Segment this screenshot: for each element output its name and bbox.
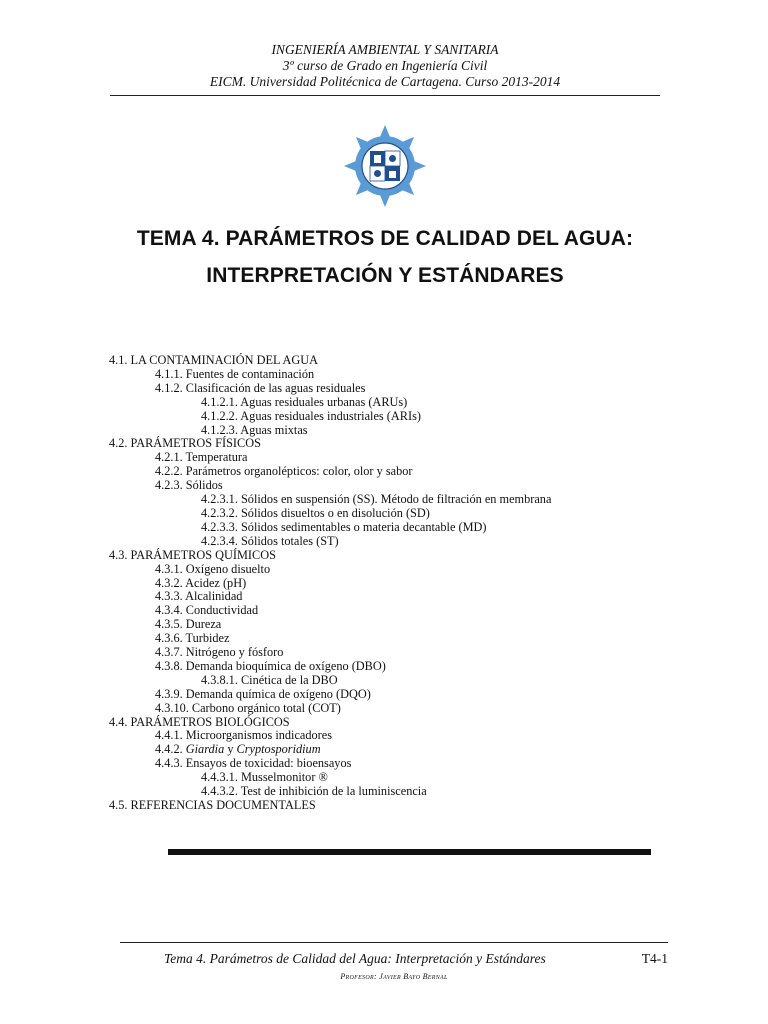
toc-item: 4.3.2. Acidez (pH)	[155, 575, 247, 590]
toc-item-part: 4.4.2.	[155, 742, 186, 757]
university-logo-icon	[343, 124, 427, 208]
footer-rule	[120, 942, 668, 943]
toc-item: 4.3.1. Oxígeno disuelto	[155, 561, 271, 576]
title-line-2: INTERPRETACIÓN Y ESTÁNDARES	[206, 264, 564, 287]
toc-item: 4.2.3.4. Sólidos totales (ST)	[201, 533, 339, 548]
toc-item: 4.4.3.1. Musselmonitor ®	[201, 770, 328, 785]
toc-item: 4.2.3.1. Sólidos en suspensión (SS). Método de filtración en membrana	[201, 492, 552, 507]
toc-item: 4.3.6. Turbidez	[155, 631, 230, 646]
toc-item-part: y	[224, 742, 237, 757]
toc-item: 4.2.3. Sólidos	[155, 478, 223, 493]
header-line-1: INGENIERÍA AMBIENTAL Y SANITARIA	[271, 42, 499, 57]
toc-item: 4.3.5. Dureza	[155, 617, 222, 632]
header-rule	[110, 95, 660, 96]
toc-item: 4.5. REFERENCIAS DOCUMENTALES	[109, 798, 316, 812]
table-of-contents	[109, 354, 669, 813]
footer-title: Tema 4. Parámetros de Calidad del Agua: Interpretación y Estándares	[164, 951, 546, 966]
toc-item: 4.1.2.3. Aguas mixtas	[201, 422, 308, 437]
document-title	[100, 220, 670, 294]
header-line-2: 3º curso de Grado en Ingeniería Civil	[282, 58, 488, 73]
toc-item: 4.4.1. Microorganismos indicadores	[155, 728, 333, 743]
toc-item: 4.4.3. Ensayos de toxicidad: bioensayos	[155, 756, 352, 771]
toc-item	[109, 743, 669, 757]
toc-item: 4.3.8. Demanda bioquímica de oxígeno (DBO)	[155, 658, 386, 673]
toc-item: 4.2. PARÁMETROS FÍSICOS	[109, 436, 261, 451]
toc-item: 4.2.2. Parámetros organolépticos: color, olor y sabor	[155, 464, 413, 479]
page-number: T4-1	[641, 951, 668, 966]
section-divider-bar	[168, 849, 651, 855]
toc-item: 4.3.9. Demanda química de oxígeno (DQO)	[155, 686, 371, 701]
document-header	[110, 42, 660, 90]
toc-item: 4.3.7. Nitrógeno y fósforo	[155, 645, 284, 660]
toc-item: 4.1.2. Clasificación de las aguas residuales	[155, 380, 366, 395]
toc-item: 4.1.2.2. Aguas residuales industriales (ARIs)	[201, 408, 421, 423]
toc-item: 4.3.10. Carbono orgánico total (COT)	[155, 700, 341, 715]
toc-item: 4.1. LA CONTAMINACIÓN DEL AGUA	[109, 353, 318, 367]
toc-item: 4.3.3. Alcalinidad	[155, 589, 243, 604]
toc-item: 4.3.8.1. Cinética de la DBO	[201, 672, 338, 687]
header-line-3: EICM. Universidad Politécnica de Cartagena. Curso 2013-2014	[209, 74, 561, 89]
toc-item: 4.1.1. Fuentes de contaminación	[155, 366, 315, 381]
toc-item: 4.3.4. Conductividad	[155, 603, 259, 618]
toc-item: 4.2.3.3. Sólidos sedimentables o materia decantable (MD)	[201, 519, 487, 534]
title-line-1: TEMA 4. PARÁMETROS DE CALIDAD DEL AGUA:	[136, 227, 634, 250]
toc-item: 4.4.3.2. Test de inhibición de la luminiscencia	[201, 784, 427, 799]
toc-item: 4.3. PARÁMETROS QUÍMICOS	[109, 547, 276, 562]
professor-credit: Profesor: Javier Bayo Bernal	[340, 972, 448, 981]
toc-item-part: Giardia	[185, 742, 225, 757]
toc-item: 4.1.2.1. Aguas residuales urbanas (ARUs)	[201, 394, 408, 409]
toc-item: 4.2.1. Temperatura	[155, 450, 248, 465]
toc-item: 4.4. PARÁMETROS BIOLÓGICOS	[109, 714, 290, 729]
toc-item: 4.2.3.2. Sólidos disueltos o en disolución (SD)	[201, 505, 430, 520]
toc-item-part: Cryptosporidium	[236, 742, 321, 757]
